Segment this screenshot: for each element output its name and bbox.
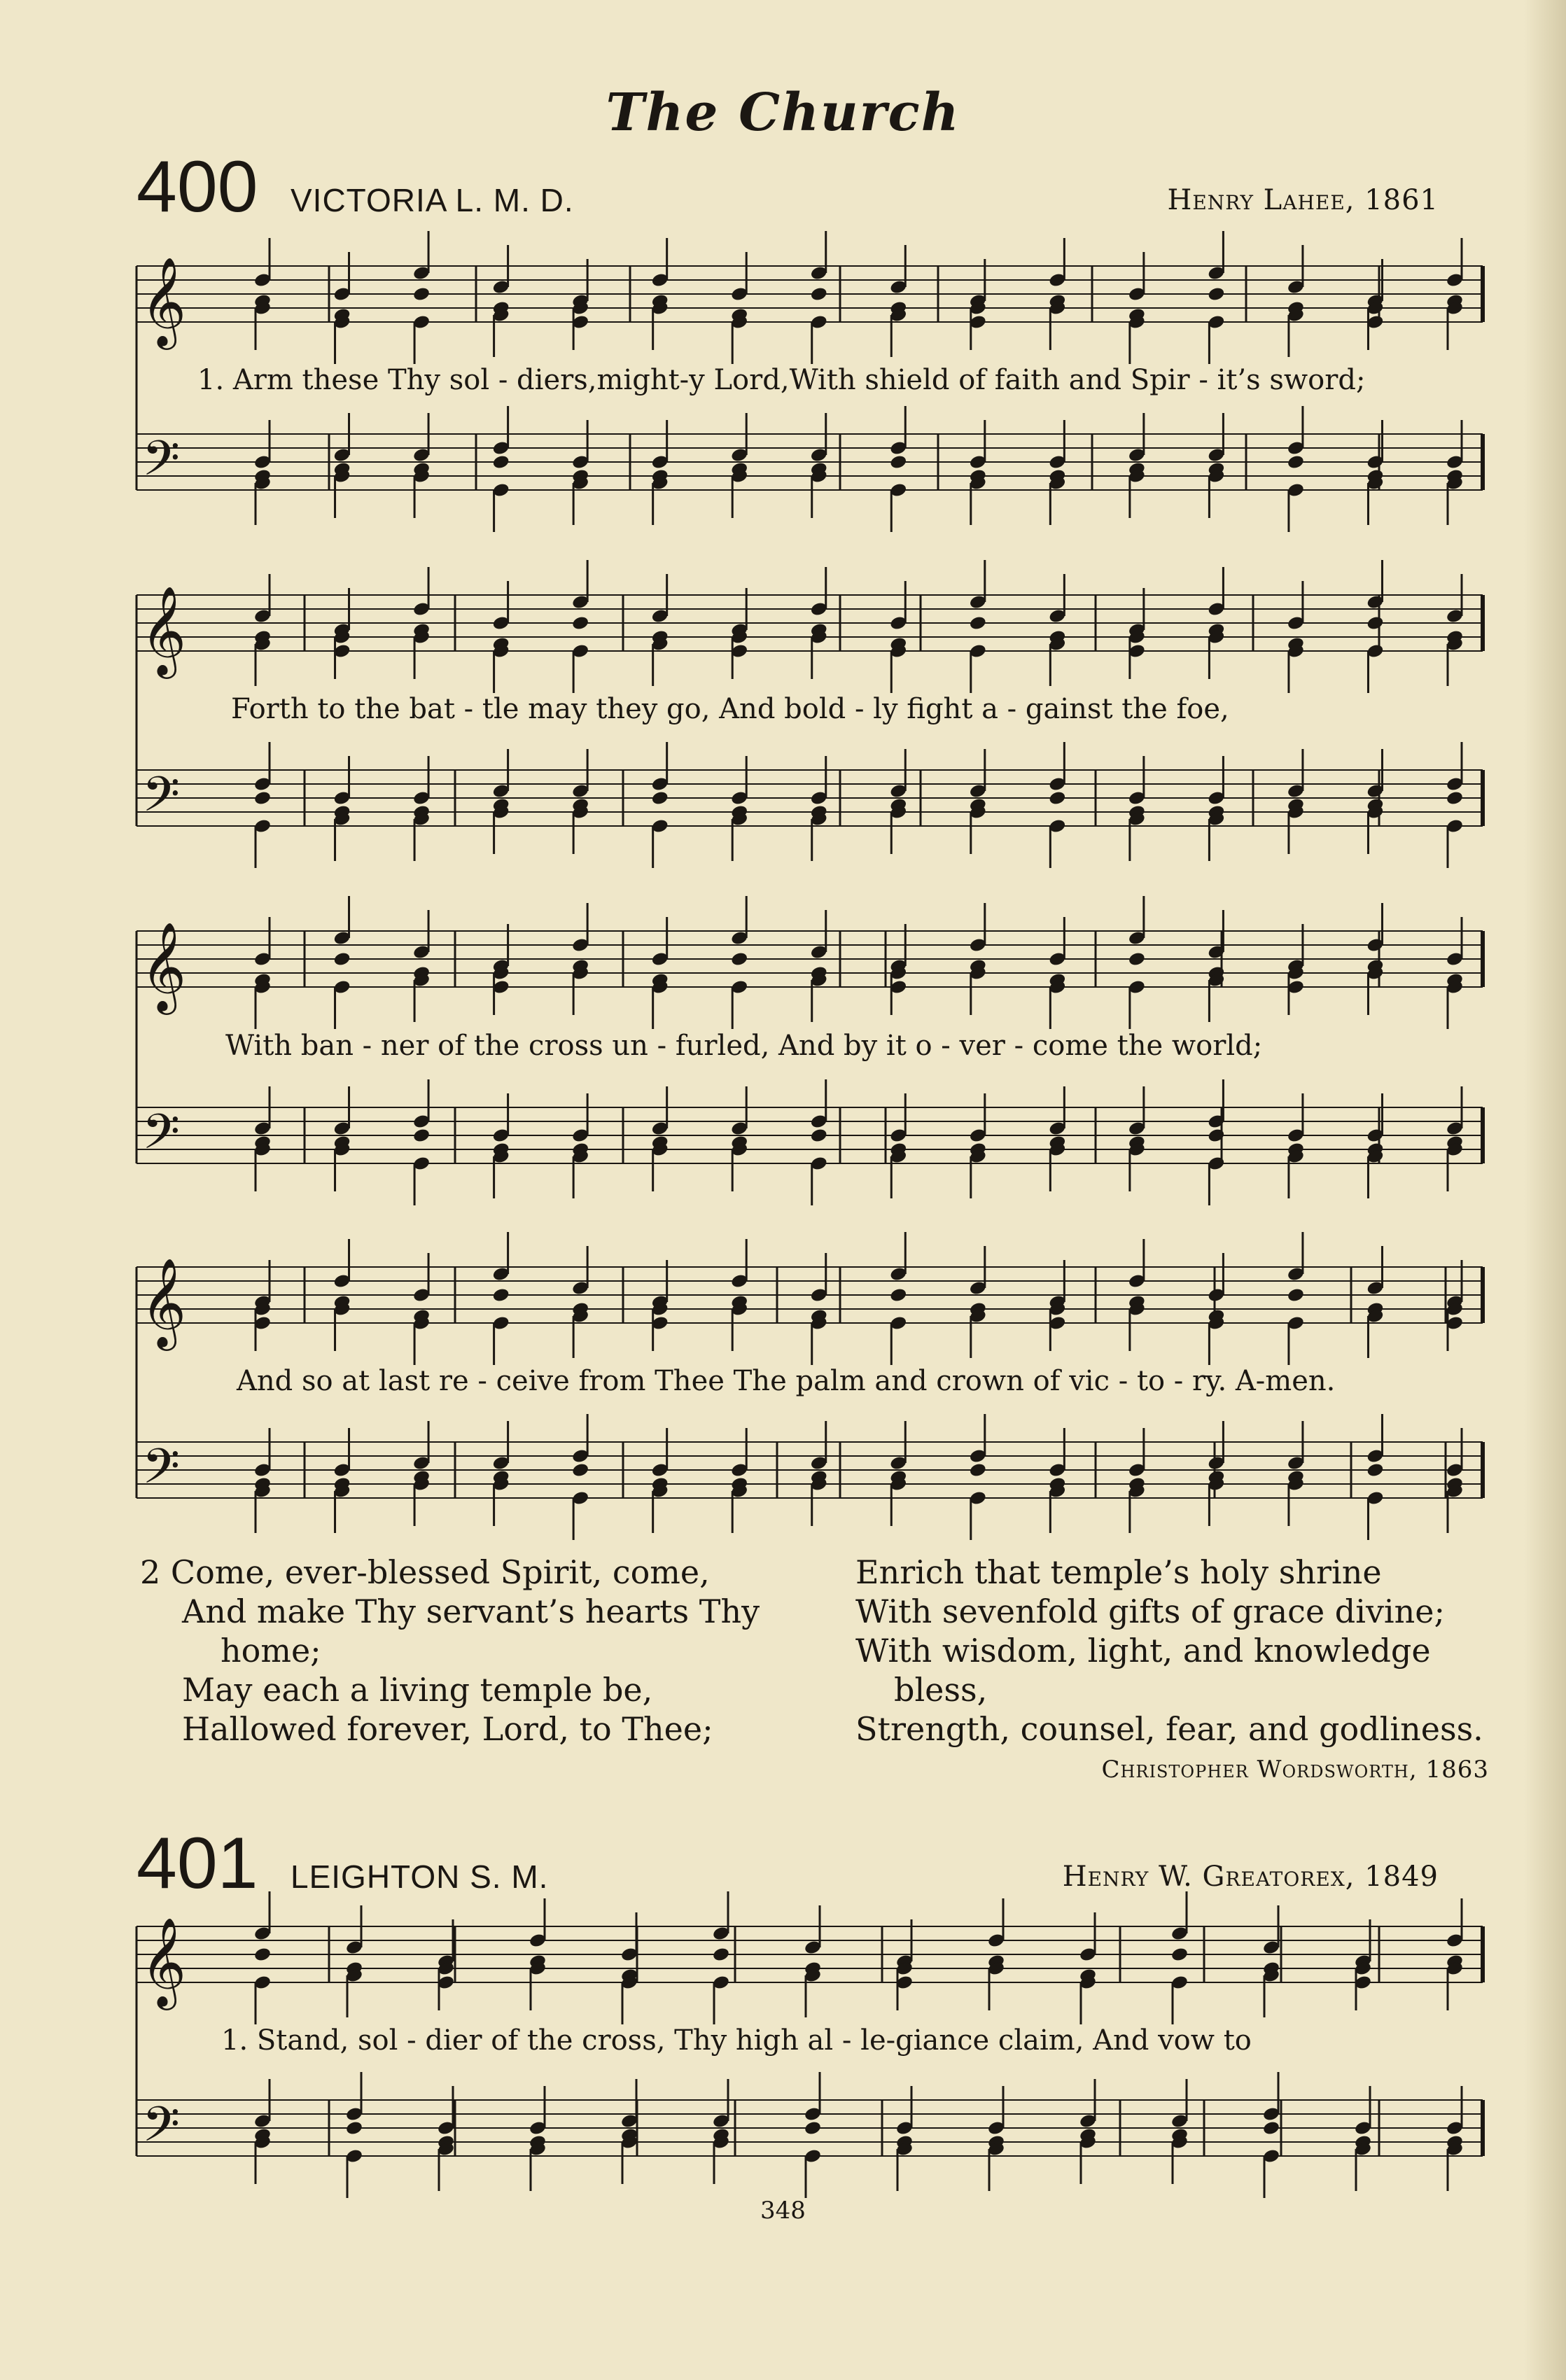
bass-clef: 𝄢 — [142, 1438, 181, 1506]
note-head — [571, 1462, 589, 1478]
bass-clef: 𝄢 — [142, 766, 181, 834]
note-head — [1207, 1128, 1225, 1144]
note-head — [412, 1128, 431, 1144]
running-head: The Church — [606, 83, 960, 143]
note-head — [492, 454, 510, 470]
note-head — [1366, 1462, 1384, 1478]
treble-clef: 𝄞 — [141, 921, 187, 1011]
note-head — [810, 286, 828, 302]
note-head — [1048, 790, 1066, 806]
bass-clef: 𝄢 — [142, 430, 181, 498]
verse-line: May each a living temple be, — [182, 1671, 653, 1709]
text-author: Christopher Wordsworth, 1863 — [1101, 1756, 1489, 1784]
hymn-number: 400 — [137, 146, 258, 227]
note-head — [1366, 615, 1384, 631]
note-head — [810, 1128, 828, 1144]
note-head — [804, 2120, 822, 2136]
treble-clef: 𝄞 — [141, 256, 187, 346]
verse-line: Strength, counsel, fear, and godliness. — [855, 1710, 1483, 1748]
note-head — [253, 1947, 272, 1963]
lyric-line-4: And so at last re - ceive from Thee The palm and crown of vic - to - ry. A-men. — [237, 1365, 1336, 1397]
note-head — [1446, 790, 1464, 806]
bass-clef: 𝄢 — [142, 2096, 181, 2164]
page-number: 348 — [760, 2197, 806, 2225]
tune-name: LEIGHTON S. M. — [291, 1858, 549, 1895]
note-head — [333, 951, 351, 967]
note-head — [889, 454, 907, 470]
tune-name: VICTORIA L. M. D. — [291, 182, 574, 218]
note-head — [492, 1287, 510, 1303]
verse-2-right — [855, 1553, 1483, 1749]
verse-2-left — [140, 1553, 760, 1749]
note-head — [1128, 951, 1146, 967]
note-head — [345, 2120, 363, 2136]
verse-line: With wisdom, light, and knowledge — [855, 1632, 1431, 1670]
note-head — [1170, 1947, 1189, 1963]
note-head — [889, 1287, 907, 1303]
lyric-line-2: Forth to the bat - tle may they go, And bold - ly fight a - gainst the foe, — [231, 693, 1229, 725]
treble-clef: 𝄞 — [141, 1257, 187, 1347]
verse-line: bless, — [894, 1671, 988, 1709]
verse-line: Hallowed forever, Lord, to Thee; — [182, 1710, 713, 1748]
verse-line: 2 Come, ever-blessed Spirit, come, — [140, 1553, 710, 1591]
note-head — [1207, 286, 1225, 302]
note-head — [712, 1947, 730, 1963]
note-head — [969, 1462, 987, 1478]
note-head — [651, 790, 669, 806]
composer: Henry W. Greatorex, 1849 — [1062, 1861, 1439, 1893]
verse-line: With sevenfold gifts of grace divine; — [855, 1592, 1445, 1630]
note-head — [969, 615, 987, 631]
treble-clef: 𝄞 — [141, 1917, 187, 2006]
lyric-line-3: With ban - ner of the cross un - furled, And by it o - ver - come the world; — [225, 1030, 1263, 1062]
note-head — [1287, 1287, 1305, 1303]
hymn-number: 401 — [137, 1823, 258, 1904]
note-head — [1287, 454, 1305, 470]
lyric-line-1: 1. Arm these Thy sol - diers,might-y Lord,With shield of faith and Spir - it’s sword; — [197, 364, 1366, 396]
note-head — [253, 790, 272, 806]
note-head — [730, 951, 748, 967]
verse-line: Enrich that temple’s holy shrine — [855, 1553, 1382, 1591]
verse-line: home; — [221, 1632, 321, 1670]
bass-clef: 𝄢 — [142, 1103, 181, 1172]
note-head — [412, 286, 431, 302]
note-head — [571, 615, 589, 631]
composer: Henry Lahee, 1861 — [1167, 184, 1439, 216]
note-head — [1262, 2120, 1280, 2136]
verse-line: And make Thy servant’s hearts Thy — [182, 1592, 760, 1630]
lyric-line-401-1: 1. Stand, sol - dier of the cross, Thy high al - le-giance claim, And vow to — [221, 2024, 1252, 2057]
treble-clef: 𝄞 — [141, 585, 187, 675]
